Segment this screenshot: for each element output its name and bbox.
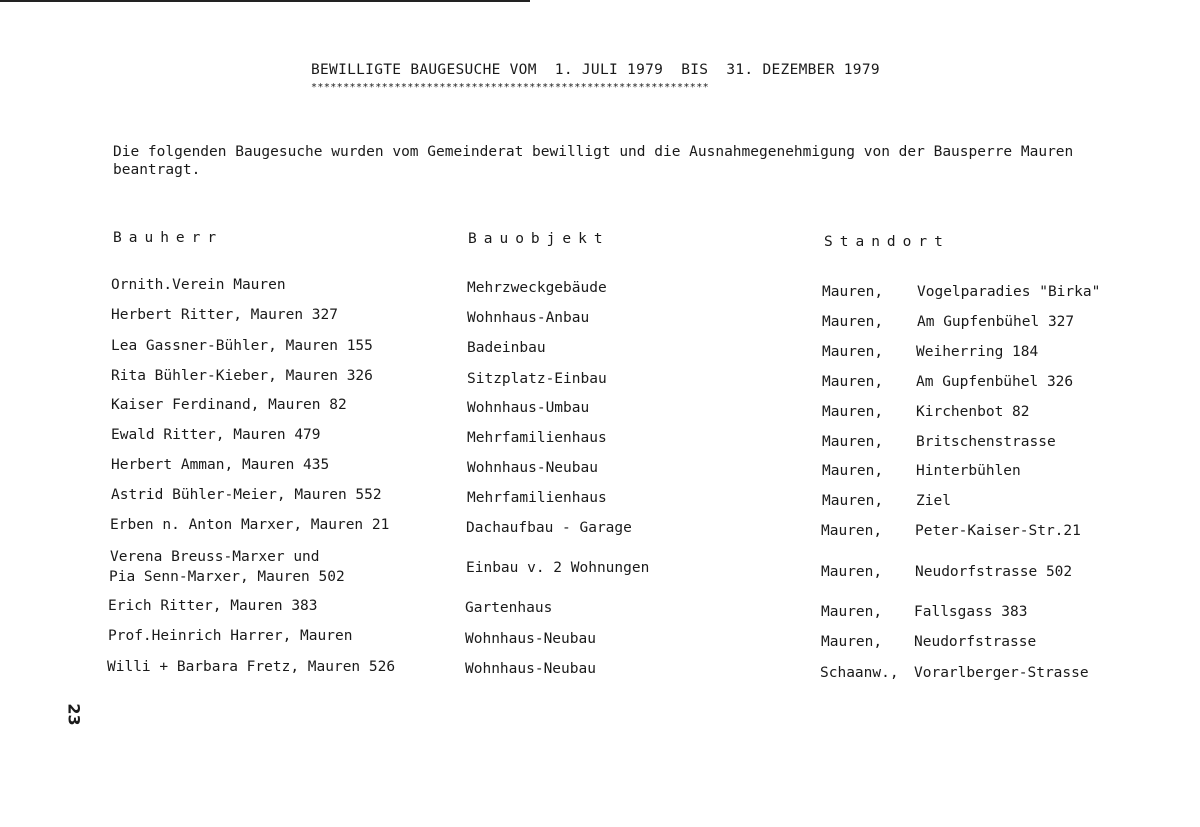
- ort-cell: Mauren,: [822, 404, 884, 420]
- ort-cell: Mauren,: [821, 634, 883, 650]
- strasse-cell: Am Gupfenbühel 327: [917, 314, 1075, 330]
- strasse-cell: Weiherring 184: [916, 344, 1039, 360]
- bauobjekt-cell: Wohnhaus-Anbau: [467, 310, 590, 326]
- bauobjekt-cell: Wohnhaus-Neubau: [467, 460, 598, 476]
- bauobjekt-cell: Wohnhaus-Umbau: [467, 400, 590, 416]
- bauobjekt-cell: Dachaufbau - Garage: [466, 520, 632, 536]
- bauherr-cell: Lea Gassner-Bühler, Mauren 155: [111, 338, 373, 354]
- strasse-cell: Neudorfstrasse: [914, 634, 1037, 650]
- page-number: 23: [64, 703, 84, 726]
- bauobjekt-cell: Wohnhaus-Neubau: [465, 631, 596, 647]
- bauherr-cell: Ewald Ritter, Mauren 479: [111, 427, 321, 443]
- bauherr-cell: Willi + Barbara Fretz, Mauren 526: [107, 659, 396, 675]
- bauobjekt-cell: Badeinbau: [467, 340, 546, 356]
- bauherr-cell: Erich Ritter, Mauren 383: [108, 598, 318, 614]
- strasse-cell: Peter-Kaiser-Str.21: [915, 523, 1081, 539]
- ort-cell: Mauren,: [822, 374, 884, 390]
- bauobjekt-cell: Einbau v. 2 Wohnungen: [466, 560, 650, 576]
- ort-cell: Mauren,: [821, 604, 883, 620]
- strasse-cell: Fallsgass 383: [914, 604, 1028, 620]
- ort-cell: Mauren,: [822, 463, 884, 479]
- bauherr-cell-line2: Pia Senn-Marxer, Mauren 502: [109, 569, 345, 585]
- intro-paragraph: Die folgenden Baugesuche wurden vom Gemeinderat bewilligt und die Ausnahmegenehmigung von der Bausperre Mauren beantragt.: [113, 144, 1074, 178]
- top-rule: [0, 0, 530, 2]
- bauherr-cell: Erben n. Anton Marxer, Mauren 21: [110, 517, 390, 533]
- ort-cell: Mauren,: [822, 314, 884, 330]
- bauobjekt-cell: Wohnhaus-Neubau: [465, 661, 596, 677]
- bauherr-cell: Ornith.Verein Mauren: [111, 277, 286, 293]
- bauherr-cell: Kaiser Ferdinand, Mauren 82: [111, 397, 347, 413]
- strasse-cell: Britschenstrasse: [916, 434, 1056, 450]
- ort-cell: Mauren,: [821, 564, 883, 580]
- bauobjekt-cell: Gartenhaus: [465, 600, 553, 616]
- strasse-cell: Vorarlberger-Strasse: [914, 665, 1089, 681]
- ort-cell: Mauren,: [822, 344, 884, 360]
- bauherr-cell: Prof.Heinrich Harrer, Mauren: [108, 628, 353, 644]
- bauobjekt-cell: Mehrzweckgebäude: [467, 280, 607, 296]
- document-title: BEWILLIGTE BAUGESUCHE VOM 1. JULI 1979 BIS 31. DEZEMBER 1979: [311, 62, 880, 78]
- bauherr-cell: Herbert Amman, Mauren 435: [111, 457, 330, 473]
- strasse-cell: Hinterbühlen: [916, 463, 1021, 479]
- column-header-bauobjekt: Bauobjekt: [468, 231, 610, 247]
- strasse-cell: Neudorfstrasse 502: [915, 564, 1073, 580]
- bauobjekt-cell: Mehrfamilienhaus: [467, 490, 607, 506]
- ort-cell: Mauren,: [822, 434, 884, 450]
- bauherr-cell-line1: Verena Breuss-Marxer und: [110, 549, 320, 565]
- strasse-cell: Ziel: [916, 493, 951, 509]
- bauherr-cell: Rita Bühler-Kieber, Mauren 326: [111, 368, 373, 384]
- column-header-bauherr: Bauherr: [113, 230, 224, 246]
- ort-cell: Mauren,: [822, 493, 884, 509]
- strasse-cell: Vogelparadies "Birka": [917, 284, 1101, 300]
- ort-cell: Mauren,: [821, 523, 883, 539]
- strasse-cell: Kirchenbot 82: [916, 404, 1030, 420]
- title-underline-stars: **************************************************************: [311, 82, 710, 93]
- bauherr-cell: Herbert Ritter, Mauren 327: [111, 307, 338, 323]
- ort-cell: Schaanw.,: [820, 665, 899, 681]
- strasse-cell: Am Gupfenbühel 326: [916, 374, 1074, 390]
- bauobjekt-cell: Mehrfamilienhaus: [467, 430, 607, 446]
- bauobjekt-cell: Sitzplatz-Einbau: [467, 371, 607, 387]
- ort-cell: Mauren,: [822, 284, 884, 300]
- bauherr-cell: Astrid Bühler-Meier, Mauren 552: [111, 487, 382, 503]
- column-header-standort: Standort: [824, 234, 950, 250]
